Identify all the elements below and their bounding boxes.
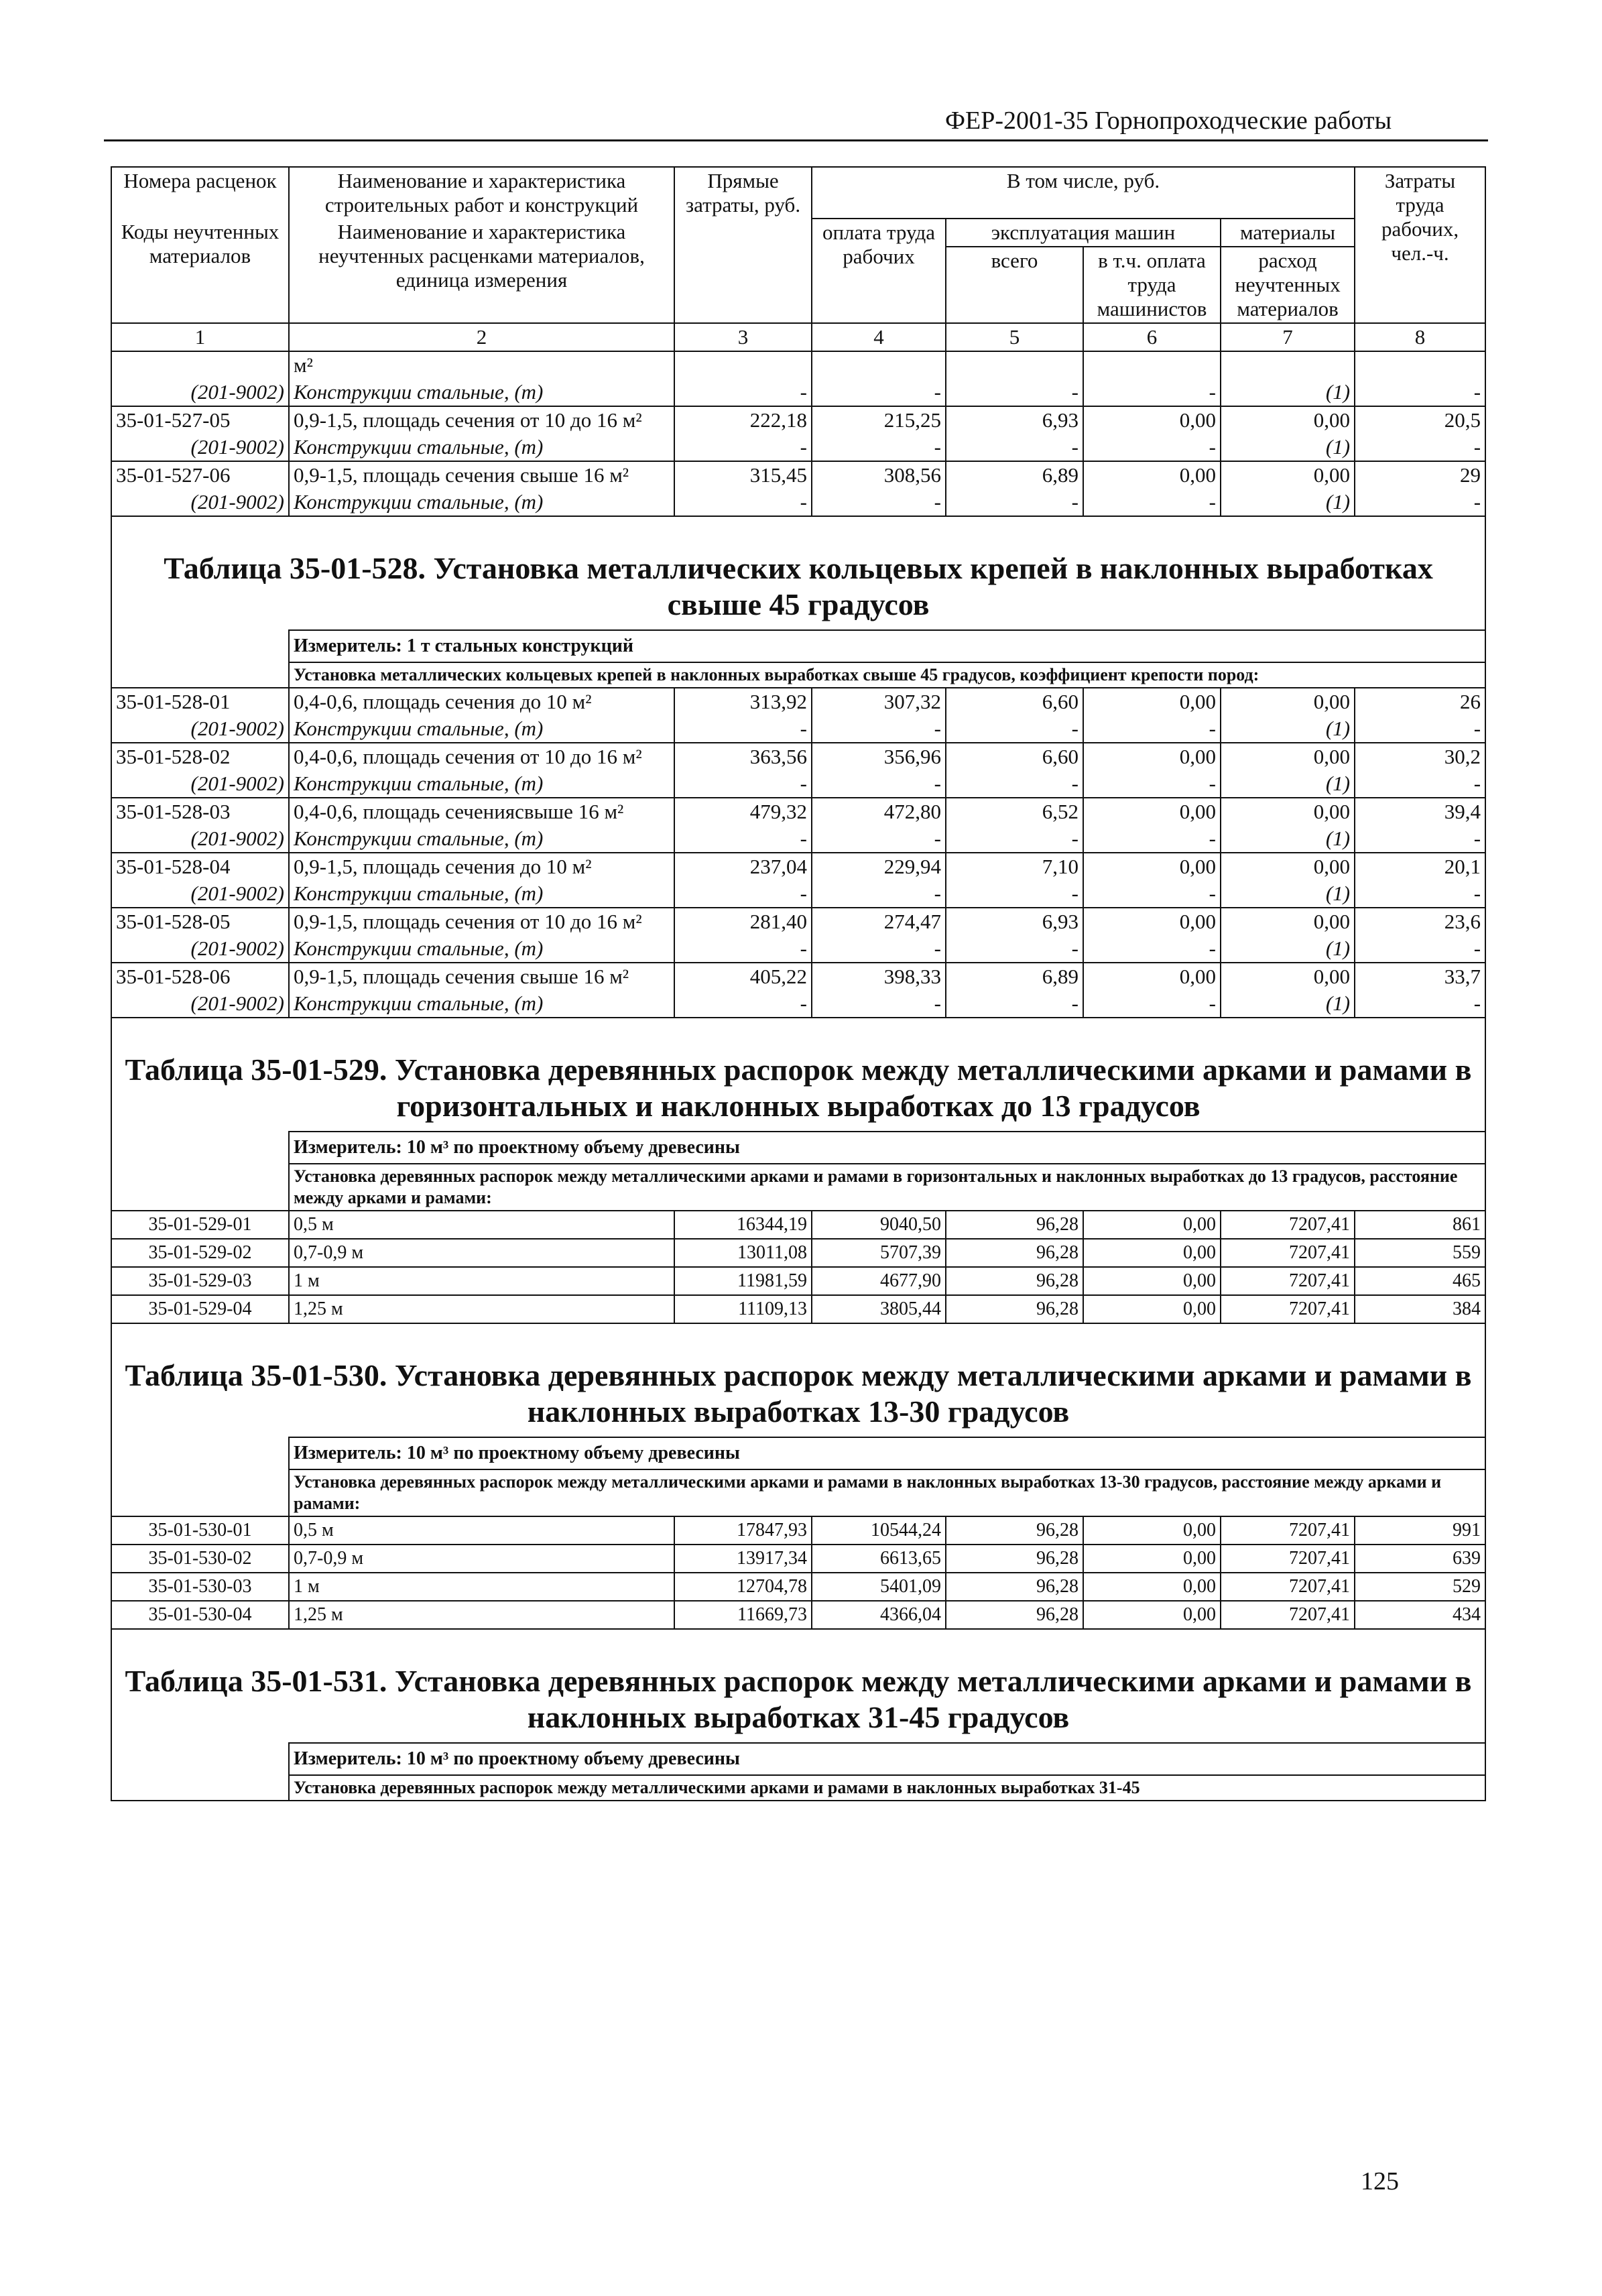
rate-value: 30,2 xyxy=(1355,743,1485,770)
rate-value: 6,89 xyxy=(946,461,1083,489)
rate-value: 6,52 xyxy=(946,798,1083,825)
rate-name: 1 м xyxy=(289,1573,674,1601)
rate-value: 398,33 xyxy=(812,963,946,990)
material-value: (1) xyxy=(1221,825,1355,853)
rate-value: 363,56 xyxy=(674,743,812,770)
pre-rows xyxy=(111,406,1485,516)
table-529-meter: Измеритель: 10 м³ по проектному объему древесины xyxy=(289,1132,1485,1164)
rate-value: 5707,39 xyxy=(812,1239,946,1267)
material-name: Конструкции стальные, (т) xyxy=(289,379,674,406)
material-value: - xyxy=(1083,489,1221,516)
rate-value: 0,00 xyxy=(1083,1516,1221,1545)
rate-row xyxy=(111,743,1485,770)
rate-value: 405,22 xyxy=(674,963,812,990)
rate-value: 0,00 xyxy=(1083,406,1221,434)
table-528-rows xyxy=(111,688,1485,1018)
rate-value: 23,6 xyxy=(1355,908,1485,935)
continuation-row xyxy=(111,351,1485,379)
page-header: ФЕР-2001-35 Горнопроходческие работы xyxy=(945,107,1392,135)
material-value: - xyxy=(812,990,946,1018)
material-row xyxy=(111,715,1485,743)
table-530-title: Таблица 35-01-530. Установка деревянных распорок между металлическими арками и рамами в наклонных выработках 13-30 градусов xyxy=(111,1323,1485,1437)
rate-row xyxy=(111,798,1485,825)
material-value: (1) xyxy=(1221,935,1355,963)
rate-row xyxy=(111,1573,1485,1601)
rate-name: 1,25 м xyxy=(289,1601,674,1629)
rate-value: 7,10 xyxy=(946,853,1083,880)
rate-value: 0,00 xyxy=(1083,853,1221,880)
column-numbers xyxy=(111,323,1485,351)
material-value: - xyxy=(674,770,812,798)
table-528-desc: Установка металлических кольцевых крепей в наклонных выработках свыше 45 градусов, коэффициент крепости пород: xyxy=(289,662,1485,688)
material-value: - xyxy=(1083,825,1221,853)
material-value: - xyxy=(1355,990,1485,1018)
rate-code: 35-01-527-05 xyxy=(111,406,289,434)
material-value: (1) xyxy=(1221,770,1355,798)
rate-value: 0,00 xyxy=(1083,461,1221,489)
material-value: - xyxy=(674,825,812,853)
rate-value: 6,93 xyxy=(946,908,1083,935)
material-value: - xyxy=(812,715,946,743)
rate-value: 96,28 xyxy=(946,1573,1083,1601)
col5-header: всего xyxy=(946,247,1083,323)
rate-value: 0,00 xyxy=(1083,1573,1221,1601)
rate-value: 13011,08 xyxy=(674,1239,812,1267)
rate-value: 96,28 xyxy=(946,1295,1083,1323)
rate-code: 35-01-529-03 xyxy=(111,1267,289,1295)
rate-value: 11981,59 xyxy=(674,1267,812,1295)
rate-code: 35-01-528-01 xyxy=(111,688,289,715)
rate-value: 0,00 xyxy=(1221,798,1355,825)
rate-value: 11109,13 xyxy=(674,1295,812,1323)
rate-value: 12704,78 xyxy=(674,1573,812,1601)
table-528-title: Таблица 35-01-528. Установка металлических кольцевых крепей в наклонных выработках свыше 45 градусов xyxy=(111,516,1485,630)
materials-header: материалы xyxy=(1221,219,1355,247)
rate-value: 0,00 xyxy=(1083,798,1221,825)
material-row xyxy=(111,434,1485,461)
rate-value: 17847,93 xyxy=(674,1516,812,1545)
rate-value: 308,56 xyxy=(812,461,946,489)
material-value: - xyxy=(674,935,812,963)
material-value: - xyxy=(812,770,946,798)
rate-row xyxy=(111,1516,1485,1545)
rate-name: 0,5 м xyxy=(289,1516,674,1545)
header-rule xyxy=(104,139,1488,141)
table-531-title: Таблица 35-01-531. Установка деревянных распорок между металлическими арками и рамами в наклонных выработках 31-45 градусов xyxy=(111,1629,1485,1743)
continuation-unit: м² xyxy=(289,351,674,379)
rate-name: 1 м xyxy=(289,1267,674,1295)
rate-value: 356,96 xyxy=(812,743,946,770)
rate-code: 35-01-528-05 xyxy=(111,908,289,935)
colnum-5: 5 xyxy=(946,323,1083,351)
rate-name: 0,4-0,6, площадь сечения до 10 м² xyxy=(289,688,674,715)
rate-value: 274,47 xyxy=(812,908,946,935)
material-value: - xyxy=(946,880,1083,908)
material-value: - xyxy=(1355,935,1485,963)
rate-code: 35-01-529-01 xyxy=(111,1211,289,1239)
material-row xyxy=(111,770,1485,798)
colnum-6: 6 xyxy=(1083,323,1221,351)
col2-bottom: Наименование и характеристика неучтенных расценками материалов, единица измерения xyxy=(289,219,674,323)
rate-value: 7207,41 xyxy=(1221,1516,1355,1545)
material-name: Конструкции стальные, (т) xyxy=(289,489,674,516)
rate-row xyxy=(111,1601,1485,1629)
material-value: - xyxy=(812,880,946,908)
rate-value: 434 xyxy=(1355,1601,1485,1629)
material-value: - xyxy=(1355,825,1485,853)
rate-code: 35-01-530-01 xyxy=(111,1516,289,1545)
rate-value: 96,28 xyxy=(946,1601,1083,1629)
col1-top: Номера расценок xyxy=(111,167,289,219)
rate-value: 16344,19 xyxy=(674,1211,812,1239)
rate-value: 6,60 xyxy=(946,743,1083,770)
material-code: (201-9002) xyxy=(111,825,289,853)
table-530-meter: Измеритель: 10 м³ по проектному объему древесины xyxy=(289,1437,1485,1469)
rate-value: 26 xyxy=(1355,688,1485,715)
rate-value: 465 xyxy=(1355,1267,1485,1295)
table-529-rows xyxy=(111,1211,1485,1323)
material-code: (201-9002) xyxy=(111,880,289,908)
material-value: - xyxy=(674,434,812,461)
rate-name: 0,4-0,6, площадь сечения от 10 до 16 м² xyxy=(289,743,674,770)
material-value: - xyxy=(674,715,812,743)
colnum-2: 2 xyxy=(289,323,674,351)
material-value: - xyxy=(946,715,1083,743)
rate-value: 0,00 xyxy=(1221,406,1355,434)
table-531-meter-row xyxy=(111,1743,1485,1775)
rate-value: 7207,41 xyxy=(1221,1545,1355,1573)
colnum-7: 7 xyxy=(1221,323,1355,351)
rate-value: 0,00 xyxy=(1083,1211,1221,1239)
material-row xyxy=(111,935,1485,963)
material-name: Конструкции стальные, (т) xyxy=(289,935,674,963)
rate-row xyxy=(111,406,1485,434)
rate-value: 479,32 xyxy=(674,798,812,825)
rate-value: 0,00 xyxy=(1083,743,1221,770)
material-row xyxy=(111,990,1485,1018)
material-name: Конструкции стальные, (т) xyxy=(289,434,674,461)
col2-top: Наименование и характеристика строительных работ и конструкций xyxy=(289,167,674,219)
material-name: Конструкции стальные, (т) xyxy=(289,825,674,853)
rate-value: 6613,65 xyxy=(812,1545,946,1573)
rate-value: 20,1 xyxy=(1355,853,1485,880)
group-header: В том числе, руб. xyxy=(812,167,1355,219)
rate-code: 35-01-528-03 xyxy=(111,798,289,825)
rate-value: 39,4 xyxy=(1355,798,1485,825)
rate-value: 222,18 xyxy=(674,406,812,434)
rate-name: 0,9-1,5, площадь сечения свыше 16 м² xyxy=(289,461,674,489)
rate-row xyxy=(111,461,1485,489)
rate-value: 559 xyxy=(1355,1239,1485,1267)
colnum-3: 3 xyxy=(674,323,812,351)
rate-value: 384 xyxy=(1355,1295,1485,1323)
material-value: - xyxy=(1083,434,1221,461)
table-530-desc: Установка деревянных распорок между металлическими арками и рамами в наклонных выработках 13-30 градусов, расстояние между арками и рамами: xyxy=(289,1469,1485,1516)
material-row xyxy=(111,489,1485,516)
rate-value: 307,32 xyxy=(812,688,946,715)
rate-row xyxy=(111,963,1485,990)
table-531-title-row xyxy=(111,1629,1485,1743)
rate-value: 96,28 xyxy=(946,1516,1083,1545)
material-code: (201-9002) xyxy=(111,935,289,963)
rate-value: 281,40 xyxy=(674,908,812,935)
material-name: Конструкции стальные, (т) xyxy=(289,990,674,1018)
header-row-1 xyxy=(111,167,1485,219)
col1-bottom: Коды неучтенных материалов xyxy=(111,219,289,323)
rate-value: 7207,41 xyxy=(1221,1601,1355,1629)
table-530-title-row xyxy=(111,1323,1485,1437)
rate-value: 0,00 xyxy=(1221,853,1355,880)
material-value: - xyxy=(812,825,946,853)
table-529-desc-row xyxy=(111,1164,1485,1211)
material-value: - xyxy=(946,434,1083,461)
material-value: - xyxy=(812,489,946,516)
material-name: Конструкции стальные, (т) xyxy=(289,880,674,908)
rate-name: 0,7-0,9 м xyxy=(289,1545,674,1573)
rate-row xyxy=(111,853,1485,880)
rate-value: 5401,09 xyxy=(812,1573,946,1601)
col8-header: Затраты труда рабочих, чел.-ч. xyxy=(1355,167,1485,323)
table-529-meter-row xyxy=(111,1132,1485,1164)
material-row xyxy=(111,880,1485,908)
material-code: (201-9002) xyxy=(111,990,289,1018)
rate-row xyxy=(111,1545,1485,1573)
machines-header: эксплуатация машин xyxy=(946,219,1221,247)
material-value: - xyxy=(674,880,812,908)
rate-value: 861 xyxy=(1355,1211,1485,1239)
colnum-4: 4 xyxy=(812,323,946,351)
rate-value: 991 xyxy=(1355,1516,1485,1545)
rate-value: 0,00 xyxy=(1083,688,1221,715)
col6-header: в т.ч. оплата труда машинистов xyxy=(1083,247,1221,323)
rate-value: 10544,24 xyxy=(812,1516,946,1545)
rate-value: 229,94 xyxy=(812,853,946,880)
material-value: - xyxy=(946,825,1083,853)
material-value: - xyxy=(1355,880,1485,908)
rate-value: 96,28 xyxy=(946,1239,1083,1267)
rate-code: 35-01-529-02 xyxy=(111,1239,289,1267)
rate-value: 96,28 xyxy=(946,1211,1083,1239)
rate-value: 0,00 xyxy=(1083,908,1221,935)
rate-value: 20,5 xyxy=(1355,406,1485,434)
rate-value: 0,00 xyxy=(1221,963,1355,990)
material-value: (1) xyxy=(1221,990,1355,1018)
rate-value: 4366,04 xyxy=(812,1601,946,1629)
table-531-desc-row xyxy=(111,1775,1485,1801)
rate-row xyxy=(111,1239,1485,1267)
material-value: - xyxy=(946,990,1083,1018)
rate-value: 13917,34 xyxy=(674,1545,812,1573)
material-name: Конструкции стальные, (т) xyxy=(289,715,674,743)
rate-value: 0,00 xyxy=(1221,908,1355,935)
rate-value: 313,92 xyxy=(674,688,812,715)
material-value: - xyxy=(812,935,946,963)
rate-value: 3805,44 xyxy=(812,1295,946,1323)
material-code: (201-9002) xyxy=(111,379,289,406)
rate-row xyxy=(111,1267,1485,1295)
table-528-title-row xyxy=(111,516,1485,630)
rate-name: 0,9-1,5, площадь сечения свыше 16 м² xyxy=(289,963,674,990)
table-529-title: Таблица 35-01-529. Установка деревянных распорок между металлическими арками и рамами в горизонтальных и наклонных выработках до 13 градусов xyxy=(111,1018,1485,1132)
rate-code: 35-01-530-04 xyxy=(111,1601,289,1629)
continuation-material-row: (201-9002) Конструкции стальные, (т) - - - - (1) - xyxy=(111,379,1485,406)
rate-value: 96,28 xyxy=(946,1267,1083,1295)
rate-code: 35-01-529-04 xyxy=(111,1295,289,1323)
col7-header: расход неучтенных материалов xyxy=(1221,247,1355,323)
material-value: - xyxy=(1083,935,1221,963)
rate-value: 33,7 xyxy=(1355,963,1485,990)
rate-value: 7207,41 xyxy=(1221,1267,1355,1295)
rates-table xyxy=(111,166,1486,1801)
material-value: - xyxy=(946,770,1083,798)
material-name: Конструкции стальные, (т) xyxy=(289,770,674,798)
material-value: (1) xyxy=(1221,715,1355,743)
table-528-desc-row xyxy=(111,662,1485,688)
material-row xyxy=(111,825,1485,853)
rate-row xyxy=(111,1295,1485,1323)
rate-value: 0,00 xyxy=(1083,963,1221,990)
rate-name: 0,5 м xyxy=(289,1211,674,1239)
material-value: (1) xyxy=(1221,434,1355,461)
page-number: 125 xyxy=(1361,2167,1399,2195)
rate-value: 6,89 xyxy=(946,963,1083,990)
rate-value: 7207,41 xyxy=(1221,1211,1355,1239)
rate-value: 4677,90 xyxy=(812,1267,946,1295)
rate-code: 35-01-528-04 xyxy=(111,853,289,880)
table-528-meter: Измеритель: 1 т стальных конструкций xyxy=(289,630,1485,662)
rate-value: 7207,41 xyxy=(1221,1295,1355,1323)
material-value: - xyxy=(812,434,946,461)
rate-code: 35-01-530-02 xyxy=(111,1545,289,1573)
material-value: - xyxy=(946,935,1083,963)
rate-value: 315,45 xyxy=(674,461,812,489)
rate-code: 35-01-530-03 xyxy=(111,1573,289,1601)
rate-row xyxy=(111,908,1485,935)
rate-value: 0,00 xyxy=(1083,1601,1221,1629)
rate-code: 35-01-528-06 xyxy=(111,963,289,990)
material-value: - xyxy=(1355,489,1485,516)
col3-header: Прямые затраты, руб. xyxy=(674,167,812,323)
rate-name: 0,9-1,5, площадь сечения от 10 до 16 м² xyxy=(289,908,674,935)
material-value: - xyxy=(674,990,812,1018)
table-528-meter-row xyxy=(111,630,1485,662)
material-value: - xyxy=(1083,715,1221,743)
material-value: (1) xyxy=(1221,489,1355,516)
rate-value: 0,00 xyxy=(1083,1267,1221,1295)
table-530-rows xyxy=(111,1516,1485,1629)
material-value: (1) xyxy=(1221,880,1355,908)
material-value: - xyxy=(1355,770,1485,798)
rate-name: 0,7-0,9 м xyxy=(289,1239,674,1267)
rate-value: 237,04 xyxy=(674,853,812,880)
table-531-desc: Установка деревянных распорок между металлическими арками и рамами в наклонных выработках 31-45 xyxy=(289,1775,1485,1801)
rate-code: 35-01-527-06 xyxy=(111,461,289,489)
table-529-title-row xyxy=(111,1018,1485,1132)
col4-header: оплата труда рабочих xyxy=(812,219,946,323)
rate-value: 0,00 xyxy=(1221,743,1355,770)
rate-value: 6,93 xyxy=(946,406,1083,434)
rate-value: 0,00 xyxy=(1221,688,1355,715)
rate-row xyxy=(111,1211,1485,1239)
material-value: - xyxy=(674,489,812,516)
rate-value: 6,60 xyxy=(946,688,1083,715)
rate-value: 0,00 xyxy=(1083,1239,1221,1267)
rate-name: 0,9-1,5, площадь сечения от 10 до 16 м² xyxy=(289,406,674,434)
rate-value: 7207,41 xyxy=(1221,1239,1355,1267)
rate-code: 35-01-528-02 xyxy=(111,743,289,770)
material-code: (201-9002) xyxy=(111,489,289,516)
rate-value: 529 xyxy=(1355,1573,1485,1601)
material-value: - xyxy=(1083,770,1221,798)
material-value: - xyxy=(1355,434,1485,461)
material-value: - xyxy=(1355,715,1485,743)
rate-value: 0,00 xyxy=(1083,1295,1221,1323)
material-value: - xyxy=(946,489,1083,516)
rate-name: 0,9-1,5, площадь сечения до 10 м² xyxy=(289,853,674,880)
rate-row xyxy=(111,688,1485,715)
rate-name: 0,4-0,6, площадь сечениясвыше 16 м² xyxy=(289,798,674,825)
material-value: - xyxy=(1083,880,1221,908)
rate-value: 7207,41 xyxy=(1221,1573,1355,1601)
rate-name: 1,25 м xyxy=(289,1295,674,1323)
rate-value: 639 xyxy=(1355,1545,1485,1573)
material-code: (201-9002) xyxy=(111,715,289,743)
colnum-1: 1 xyxy=(111,323,289,351)
rate-value: 11669,73 xyxy=(674,1601,812,1629)
material-code: (201-9002) xyxy=(111,770,289,798)
table-530-meter-row xyxy=(111,1437,1485,1469)
material-code: (201-9002) xyxy=(111,434,289,461)
table-531-meter: Измеритель: 10 м³ по проектному объему древесины xyxy=(289,1743,1485,1775)
rate-value: 0,00 xyxy=(1083,1545,1221,1573)
rate-value: 96,28 xyxy=(946,1545,1083,1573)
rate-value: 472,80 xyxy=(812,798,946,825)
rate-value: 29 xyxy=(1355,461,1485,489)
table-530-desc-row xyxy=(111,1469,1485,1516)
material-value: - xyxy=(1083,990,1221,1018)
colnum-8: 8 xyxy=(1355,323,1485,351)
rate-value: 0,00 xyxy=(1221,461,1355,489)
table-529-desc: Установка деревянных распорок между металлическими арками и рамами в горизонтальных и наклонных выработках до 13 градусов, расстояние между арками и рамами: xyxy=(289,1164,1485,1211)
rate-value: 215,25 xyxy=(812,406,946,434)
rate-value: 9040,50 xyxy=(812,1211,946,1239)
